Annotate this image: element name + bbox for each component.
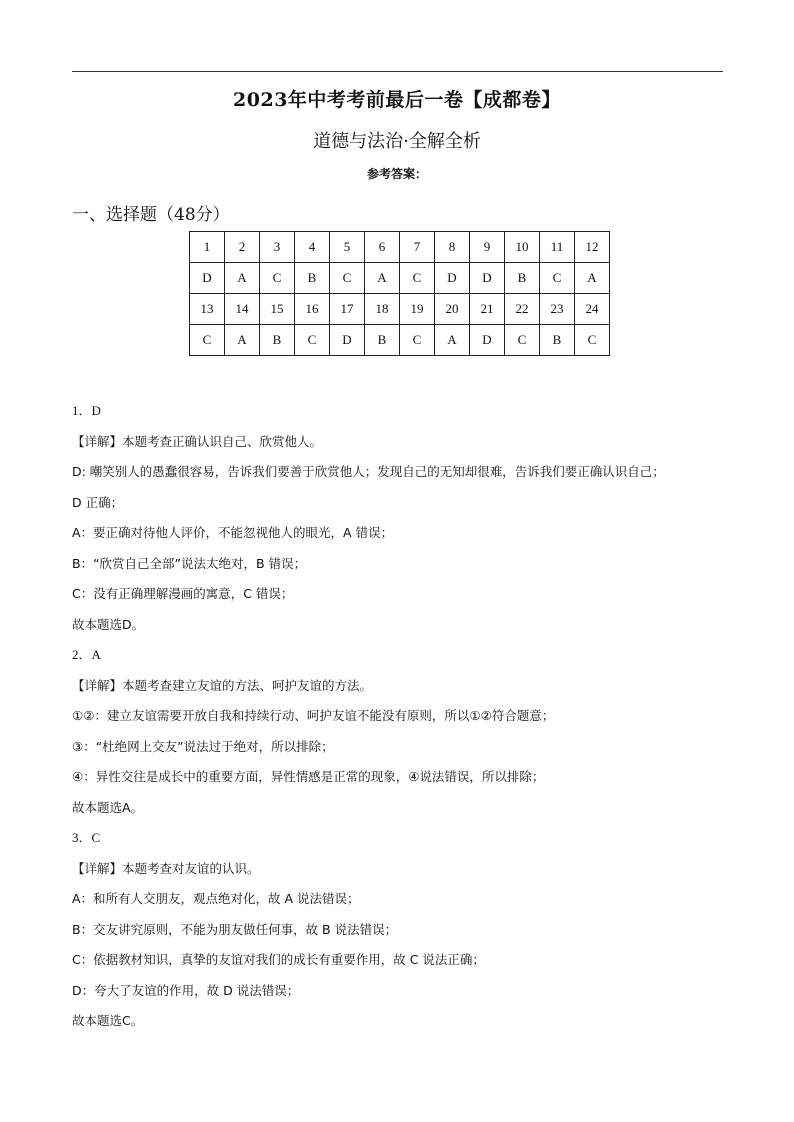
- question-number-cell: 2: [225, 232, 260, 263]
- explanations: [72, 396, 732, 1037]
- answer-cell: C: [505, 325, 540, 356]
- question-number-cell: 13: [190, 294, 225, 325]
- section-title: 一、选择题（48分）: [72, 205, 230, 225]
- explanation-line: ④：异性交往是成长中的重要方面，异性情感是正常的现象，④说法错误，所以排除；: [72, 769, 545, 784]
- explanation-line: ①②：建立友谊需要开放自我和持续行动、呵护友谊不能没有原则，所以①②符合题意；: [72, 708, 555, 723]
- explanation-line: 【详解】本题考查对友谊的认识。: [72, 860, 260, 876]
- question-number-cell: 22: [505, 294, 540, 325]
- answer-cell: A: [225, 325, 260, 356]
- question-number-cell: 16: [295, 294, 330, 325]
- explanation-block: [72, 396, 732, 640]
- question-heading: 1．D: [72, 403, 101, 418]
- answer-cell: A: [435, 325, 470, 356]
- explanation-line: A：要正确对待他人评价，不能忽视他人的眼光，A 错误；: [72, 525, 394, 540]
- question-number-cell: 19: [400, 294, 435, 325]
- explanation-line: 故本题选C。: [72, 1013, 144, 1028]
- question-number-cell: 15: [260, 294, 295, 325]
- answer-cell: C: [190, 325, 225, 356]
- explanation-line: D：夸大了友谊的作用，故 D 说法错误；: [72, 982, 300, 998]
- question-number-cell: 1: [190, 232, 225, 263]
- question-number-cell: 14: [225, 294, 260, 325]
- answer-cell: B: [365, 325, 400, 356]
- explanation-block: [72, 823, 732, 1037]
- question-number-cell: 8: [435, 232, 470, 263]
- question-number-cell: 11: [540, 232, 575, 263]
- answer-cell: C: [400, 325, 435, 356]
- question-number-cell: 17: [330, 294, 365, 325]
- answer-cell: D: [470, 263, 505, 294]
- explanation-line: 【详解】本题考查正确认识自己、欣赏他人。: [72, 433, 323, 449]
- explanation-line: B：“欣赏自己全部”说法太绝对，B 错误；: [72, 555, 307, 571]
- explanation-block: [72, 640, 732, 823]
- question-number-cell: 7: [400, 232, 435, 263]
- question-number-cell: 18: [365, 294, 400, 325]
- answer-cell: D: [435, 263, 470, 294]
- question-number-cell: 21: [470, 294, 505, 325]
- explanation-line: A：和所有人交朋友，观点绝对化，故 A 说法错误；: [72, 891, 360, 906]
- question-heading: 2．A: [72, 647, 101, 662]
- answer-cell: D: [470, 325, 505, 356]
- answer-cell: D: [330, 325, 365, 356]
- answer-cell: B: [505, 263, 540, 294]
- question-number-cell: 12: [575, 232, 610, 263]
- answer-cell: B: [295, 263, 330, 294]
- answer-table-row: [190, 325, 610, 356]
- explanation-line: 【详解】本题考查建立友谊的方法、呵护友谊的方法。: [72, 677, 373, 693]
- answer-cell: C: [540, 263, 575, 294]
- answer-cell: C: [575, 325, 610, 356]
- answer-table-row: [190, 263, 610, 294]
- question-number-cell: 24: [575, 294, 610, 325]
- explanation-line: 故本题选A。: [72, 799, 144, 815]
- question-number-cell: 3: [260, 232, 295, 263]
- page-subtitle: 道德与法治·全解全析: [313, 131, 481, 152]
- explanation-line: B：交友讲究原则，不能为朋友做任何事，故 B 说法错误；: [72, 921, 398, 937]
- question-heading: 3．C: [72, 830, 101, 845]
- explanation-line: D: 嘲笑别人的愚蠢很容易，告诉我们要善于欣赏他人；发现自己的无知却很难，告诉我们要正确认识自己；: [72, 464, 665, 479]
- explanation-line: ③：“杜绝网上交友”说法过于绝对，所以排除；: [72, 738, 334, 754]
- answer-table: [189, 231, 610, 356]
- question-number-cell: 9: [470, 232, 505, 263]
- answer-label: 参考答案：: [366, 167, 427, 181]
- answer-table-row: [190, 232, 610, 263]
- answer-cell: B: [540, 325, 575, 356]
- question-number-cell: 20: [435, 294, 470, 325]
- answer-cell: B: [260, 325, 295, 356]
- answer-cell: A: [575, 263, 610, 294]
- explanation-line: C：没有正确理解漫画的寓意，C 错误；: [72, 586, 294, 601]
- answer-cell: C: [400, 263, 435, 294]
- question-number-cell: 4: [295, 232, 330, 263]
- answer-table-row: [190, 294, 610, 325]
- question-number-cell: 5: [330, 232, 365, 263]
- question-number-cell: 6: [365, 232, 400, 263]
- answer-cell: C: [295, 325, 330, 356]
- explanation-line: D 正确；: [72, 494, 124, 510]
- page-title: 2023年中考考前最后一卷【成都卷】: [233, 89, 561, 111]
- answer-cell: C: [330, 263, 365, 294]
- answer-cell: A: [225, 263, 260, 294]
- question-number-cell: 10: [505, 232, 540, 263]
- question-number-cell: 23: [540, 294, 575, 325]
- explanation-line: C：依据教材知识，真挚的友谊对我们的成长有重要作用，故 C 说法正确；: [72, 952, 485, 967]
- header-rule: [72, 71, 723, 72]
- answer-cell: C: [260, 263, 295, 294]
- answer-cell: A: [365, 263, 400, 294]
- explanation-line: 故本题选D。: [72, 616, 145, 632]
- answer-cell: D: [190, 263, 225, 294]
